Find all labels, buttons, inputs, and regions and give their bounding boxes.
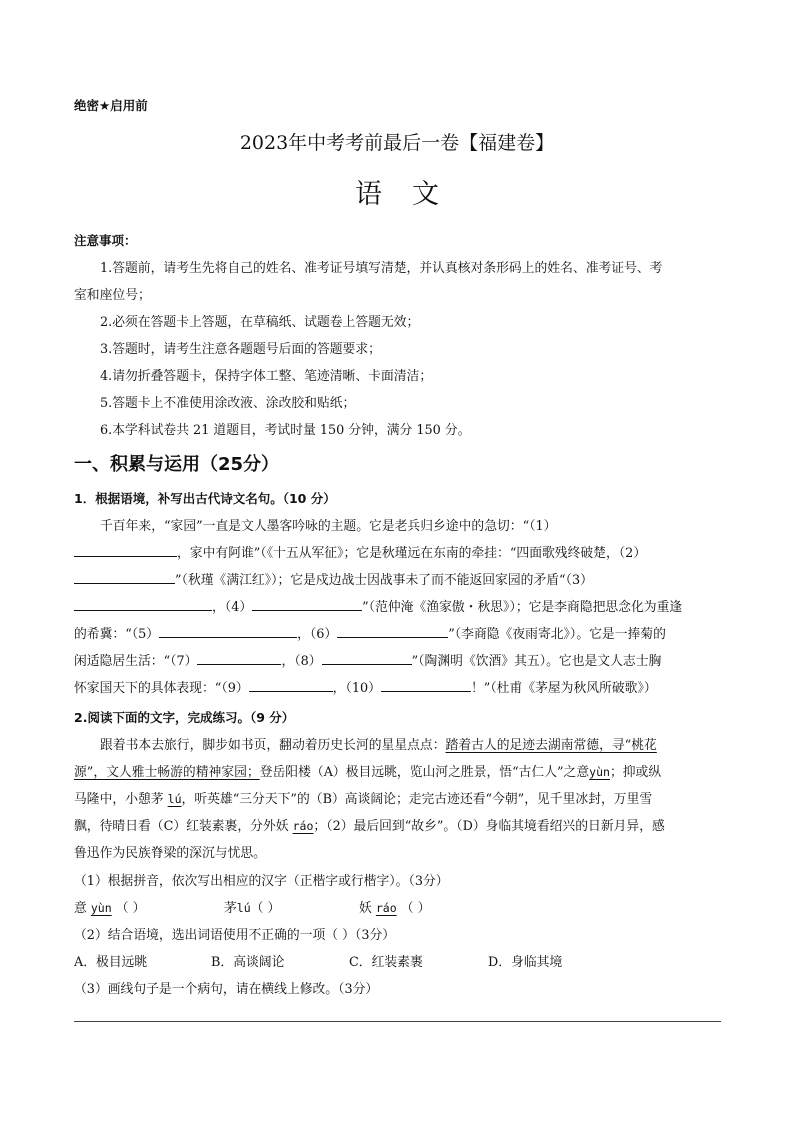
note-item: 6.本学科试卷共 21 道题目，考试时量 150 分钟，满分 150 分。 (100, 423, 471, 438)
q2-text: ；（2）最后回到“故乡”。（D）身临其境看绍兴的日新月异，感 (313, 819, 665, 834)
q2-paragraph-line (74, 759, 661, 786)
q2-text: ；抑或纵 (609, 765, 662, 780)
q2-text: 飘，待晴日看（C）红装素裹，分外妖 (74, 819, 289, 834)
underlined-sentence: 源”，文人雅士畅游的精神家园； (74, 765, 260, 780)
note-item: 室和座位号； (74, 288, 151, 303)
q1-text: 的希冀：“（5） (74, 627, 160, 642)
q1-line (74, 648, 661, 675)
answer-blank-6[interactable] (337, 623, 448, 638)
q1-line (74, 594, 682, 621)
q2-paragraph-line (100, 732, 657, 759)
q2-paragraph-line (74, 813, 665, 840)
q1-text: ”（李商隐《夜雨寄北》）。它是一捧菊的 (448, 627, 666, 642)
option-d[interactable]: D．身临其境 (488, 955, 563, 970)
q1-text: ”（范仲淹《渔家傲・秋思》）；它是李商隐把思念化为重逢 (362, 600, 683, 615)
q2-text: 跟着书本去旅行，脚步如书页，翻动着历史长河的星星点点： (100, 738, 446, 753)
answer-blank-8[interactable] (322, 650, 412, 665)
notes-heading: 注意事项： (74, 233, 137, 248)
answer-paren[interactable]: （ ） (115, 901, 146, 916)
note-item: 4.请勿折叠答题卡，保持字体工整、笔迹清晰、卡面清洁； (100, 369, 433, 384)
q2-text: ，听英雄“三分天下”的（B）高谈阔论；走完古迹还看“今朝”，见千里冰封，万里雪 (181, 792, 653, 807)
q1-line (74, 567, 593, 594)
q1-text: ”（秋瑾《满江红》）；它是戍边战士因战事未了而不能返回家园的矛盾“（3） (175, 573, 593, 588)
underlined-sentence: 踏着古人的足迹去湖南常德，寻“桃花 (445, 738, 657, 753)
answer-blank-1[interactable] (74, 542, 177, 557)
subquestion-1: （1）根据拼音，依次写出相应的汉字（正楷字或行楷字）。（3分） (74, 874, 449, 889)
answer-blank-9[interactable] (249, 677, 333, 692)
q1-line (74, 675, 657, 702)
q1-text: ，（6） (297, 627, 338, 642)
q1-line: 千百年来，“家园”一直是文人墨客吟咏的主题。它是老兵归乡途中的急切：“（1） (100, 519, 557, 534)
option-c[interactable]: C．红装素裹 (349, 955, 423, 970)
q1-text: ”（陶渊明《饮酒》其五）。它也是文人志士胸 (411, 654, 662, 669)
q1-text: 闲适隐居生活：“（7） (74, 654, 198, 669)
option-b[interactable]: B．高谈阔论 (211, 955, 285, 970)
q1-text: ，（10） (332, 681, 381, 696)
answer-line[interactable] (74, 1021, 721, 1022)
option-a[interactable]: A．极目远眺 (74, 955, 148, 970)
q1-line (74, 621, 666, 648)
q1-text: ，家中有阿谁”（《十五从军征》；它是秋瑾远在东南的牵挂：“四面歌残终破楚，（2） (177, 546, 647, 561)
pinyin-row (74, 895, 430, 922)
q1-text: 怀家国天下的具体表现：“（9） (74, 681, 249, 696)
options-row (74, 949, 562, 976)
answer-blank-5[interactable] (159, 623, 297, 638)
answer-paren[interactable]: （ ） (250, 901, 281, 916)
q2-heading: 2.阅读下面的文字，完成练习。（9 分） (74, 710, 295, 725)
q1-heading: 1．根据语境，补写出古代诗文名句。（10 分） (74, 491, 336, 506)
pinyin: yùn (589, 765, 610, 779)
note-item: 5.答题卡上不准使用涂改液、涂改胶和贴纸； (100, 396, 356, 411)
note-item: 2.必须在答题卡上答题，在草稿纸、试题卷上答题无效； (100, 315, 420, 330)
pinyin-item: 茅lú（ ） (224, 901, 281, 916)
answer-blank-7[interactable] (197, 650, 281, 665)
q2-text: 登岳阳楼（A）极目远眺，览山河之胜景，悟“古仁人”之意 (259, 765, 590, 780)
q2-text: 马隆中，小憩茅 (74, 792, 164, 807)
pinyin-item: 妖 ráo （ ） (359, 901, 431, 916)
answer-blank-10[interactable] (381, 677, 471, 692)
q2-paragraph-line (74, 786, 652, 813)
confidential-label: 绝密★启用前 (74, 98, 148, 113)
q1-line (74, 540, 646, 567)
answer-blank-2[interactable] (74, 569, 175, 584)
exam-title: 2023年中考考前最后一卷【福建卷】 (239, 132, 555, 154)
section-heading: 一、积累与运用（25分） (74, 454, 280, 475)
subquestion-2: （2）结合语境，选出词语使用不正确的一项（ ）（3分） (74, 928, 396, 943)
answer-paren[interactable]: （ ） (400, 901, 431, 916)
pinyin: lú (167, 792, 182, 806)
pinyin-item: 意 yùn （ ） (74, 901, 146, 916)
q2-paragraph-line: 鲁迅作为民族脊梁的深沉与忧思。 (74, 846, 266, 861)
subquestion-3: （3）画线句子是一个病句，请在横线上修改。（3分） (74, 982, 379, 997)
pinyin: ráo (292, 819, 314, 833)
note-item: 3.答题时，请考生注意各题题号后面的答题要求； (100, 342, 381, 357)
note-item: 1.答题前，请考生先将自己的姓名、准考证号填写清楚，并认真核对条形码上的姓名、准考证号、考 (100, 261, 663, 276)
q1-text: ！”（杜甫《茅屋为秋风所破歌》） (470, 681, 657, 696)
answer-blank-4[interactable] (252, 596, 362, 611)
subject-title: 语文 (355, 179, 469, 210)
q1-text: ，（8） (281, 654, 322, 669)
answer-blank-3[interactable] (74, 596, 212, 611)
q1-text: ，（4） (212, 600, 253, 615)
